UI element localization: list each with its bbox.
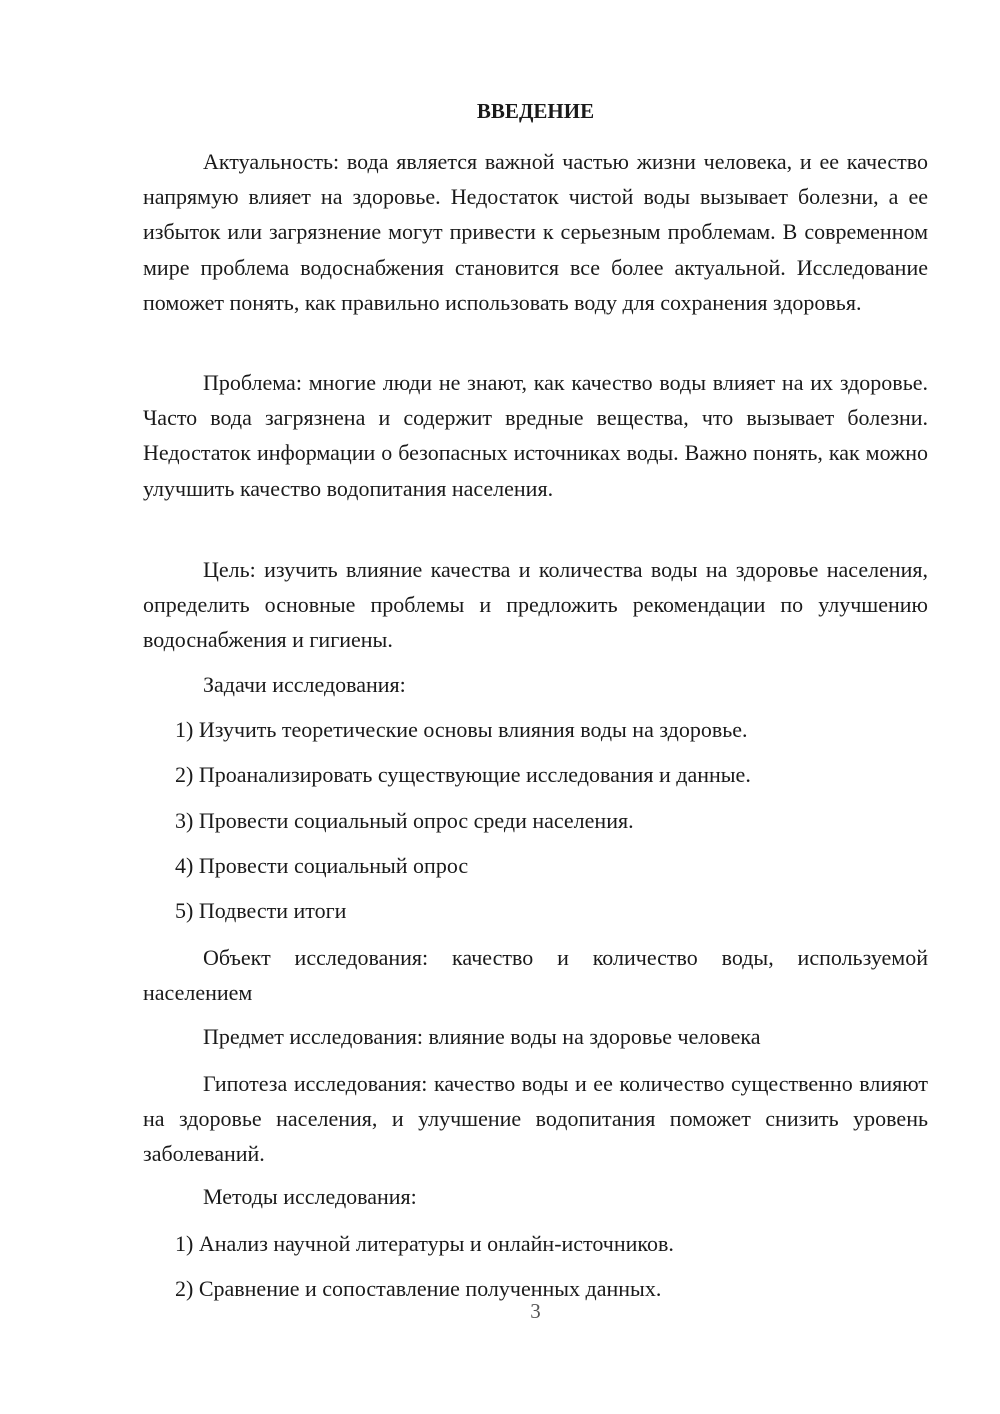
task-item-5: 5) Подвести итоги <box>175 898 347 923</box>
tasks-heading: Задачи исследования: <box>203 672 406 697</box>
object-paragraph: Объект исследования: качество и количество воды, используемой населением <box>143 945 928 1006</box>
hypothesis-paragraph: Гипотеза исследования: качество воды и ее количество существенно влияют на здоровье населения, и улучшение водопитания поможет снизить уровень заболеваний. <box>143 1071 928 1167</box>
problem-paragraph: Проблема: многие люди не знают, как качество воды влияет на их здоровье. Часто вода загрязнена и содержит вредные вещества, что вызывает болезни. Недостаток информации о безопасных источниках воды. Важно понять, как можно улучшить качество водопитания населения. <box>143 370 928 501</box>
method-item-2: 2) Сравнение и сопоставление полученных данных. <box>175 1276 662 1301</box>
section-title: ВВЕДЕНИЕ <box>476 99 595 123</box>
goal-paragraph: Цель: изучить влияние качества и количества воды на здоровье населения, определить основные проблемы и предложить рекомендации по улучшению водоснабжения и гигиены. <box>143 557 928 653</box>
page-number: 3 <box>530 1299 541 1323</box>
method-item-1: 1) Анализ научной литературы и онлайн-источников. <box>175 1231 674 1256</box>
methods-heading: Методы исследования: <box>203 1184 417 1209</box>
relevance-paragraph: Актуальность: вода является важной частью жизни человека, и ее качество напрямую влияет на здоровье. Недостаток чистой воды вызывает болезни, а ее избыток или загрязнение могут привести к серьезным проблемам. В современном мире проблема водоснабжения становится все более актуальной. Исследование поможет понять, как правильно использовать воду для сохранения здоровья. <box>143 149 928 315</box>
task-item-2: 2) Проанализировать существующие исследования и данные. <box>175 762 751 787</box>
subject-paragraph: Предмет исследования: влияние воды на здоровье человека <box>203 1024 761 1049</box>
task-item-3: 3) Провести социальный опрос среди населения. <box>175 808 634 833</box>
task-item-4: 4) Провести социальный опрос <box>175 853 469 878</box>
task-item-1: 1) Изучить теоретические основы влияния воды на здоровье. <box>175 717 748 742</box>
